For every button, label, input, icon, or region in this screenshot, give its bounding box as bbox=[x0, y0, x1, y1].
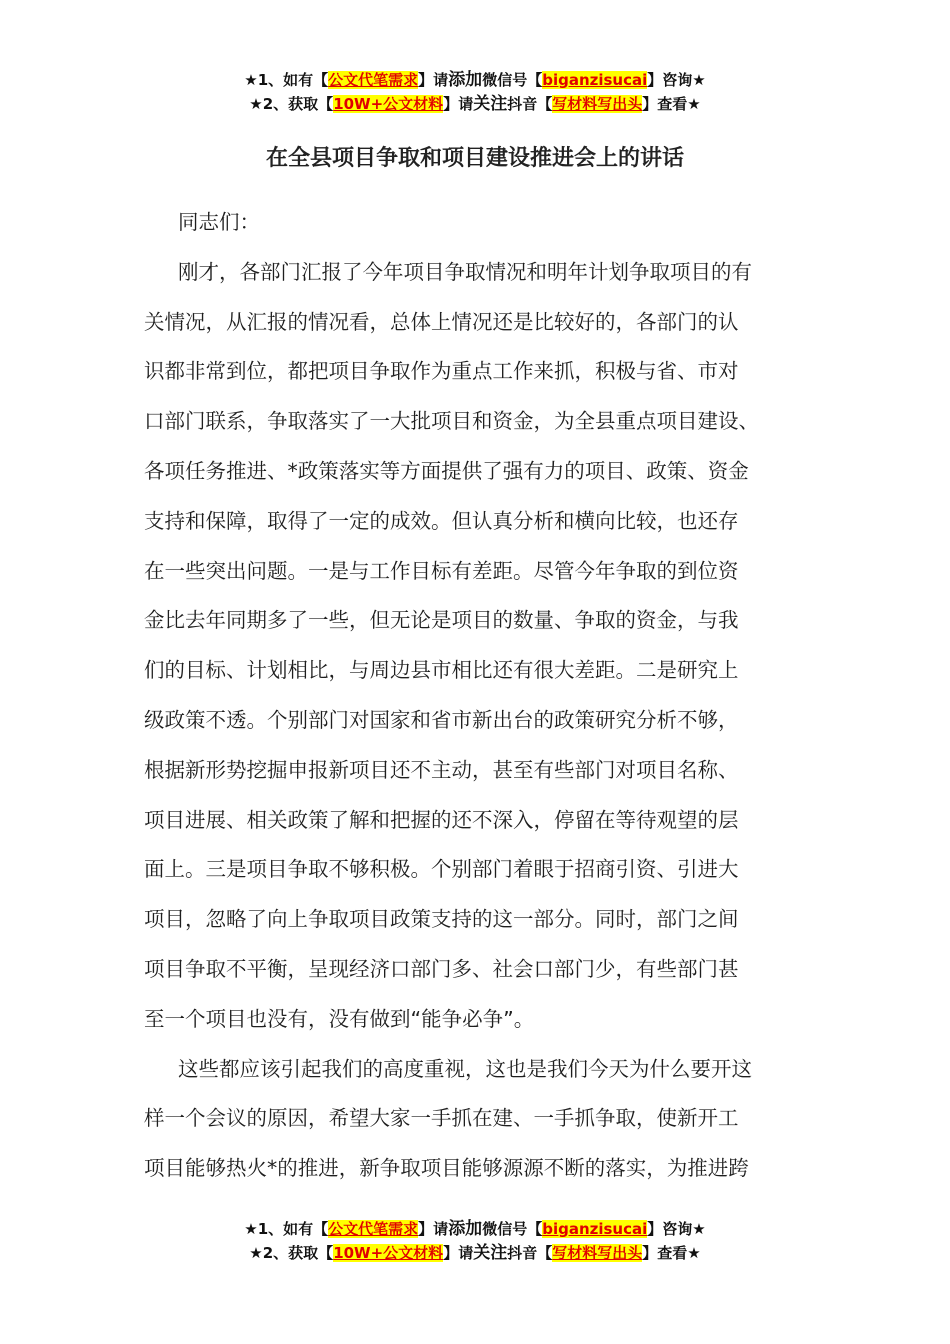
paragraph-2 bbox=[144, 1045, 814, 1194]
header-notice bbox=[0, 68, 950, 116]
notice-text: ★1、如有【 bbox=[244, 1220, 329, 1238]
paragraph-1 bbox=[144, 248, 814, 1045]
paragraph-line: 在一些突出问题。一是与工作目标有差距。尽管今年争取的到位资 bbox=[144, 558, 739, 583]
document-body bbox=[144, 198, 814, 1194]
notice-emphasis: 关注 bbox=[473, 1243, 508, 1263]
paragraph-line: 关情况，从汇报的情况看，总体上情况还是比较好的，各部门的认 bbox=[144, 309, 739, 334]
paragraph-line: 金比去年同期多了一些，但无论是项目的数量、争取的资金，与我 bbox=[144, 608, 739, 633]
notice-highlight-douyin: 写材料写出头 bbox=[552, 95, 643, 113]
notice-highlight: 10W+公文材料 bbox=[333, 95, 444, 113]
paragraph-line: 支持和保障，取得了一定的成效。但认真分析和横向比较，也还存 bbox=[144, 508, 739, 533]
salutation-text: 同志们： bbox=[178, 210, 260, 234]
notice-text: 微信号【 bbox=[482, 71, 543, 89]
notice-highlight: 公文代笔需求 bbox=[328, 1220, 419, 1238]
notice-text: 】请 bbox=[418, 1220, 449, 1238]
notice-text: ★1、如有【 bbox=[244, 71, 329, 89]
paragraph-line: 这些都应该引起我们的高度重视，这也是我们今天为什么要开这 bbox=[178, 1056, 752, 1081]
paragraph-line: 项目，忽略了向上争取项目政策支持的这一部分。同时，部门之间 bbox=[144, 907, 739, 932]
paragraph-line: 项目能够热火*的推进，新争取项目能够源源不断的落实，为推进跨 bbox=[144, 1156, 749, 1181]
footer-notice bbox=[0, 1217, 950, 1265]
notice-text: 】请 bbox=[418, 71, 449, 89]
notice-text: 抖音【 bbox=[507, 95, 553, 113]
notice-text: 】咨询★ bbox=[647, 1220, 706, 1238]
notice-text: 抖音【 bbox=[507, 1244, 553, 1262]
notice-text: 微信号【 bbox=[482, 1220, 543, 1238]
paragraph-line: 面上。三是项目争取不够积极。个别部门着眼于招商引资、引进大 bbox=[144, 857, 739, 882]
notice-emphasis: 添加 bbox=[448, 1219, 483, 1239]
paragraph-line: 们的目标、计划相比，与周边县市相比还有很大差距。二是研究上 bbox=[144, 658, 739, 683]
salutation bbox=[144, 198, 814, 248]
paragraph-line: 口部门联系，争取落实了一大批项目和资金，为全县重点项目建设、 bbox=[144, 409, 759, 434]
notice-text: ★2、获取【 bbox=[249, 95, 334, 113]
notice-highlight-wechat: biganzisucai bbox=[542, 71, 648, 89]
notice-line-2 bbox=[0, 92, 950, 116]
paragraph-line: 根据新形势挖掘申报新项目还不主动，甚至有些部门对项目名称、 bbox=[144, 757, 739, 782]
paragraph-line: 级政策不透。个别部门对国家和省市新出台的政策研究分析不够， bbox=[144, 707, 739, 732]
notice-text: 】查看★ bbox=[642, 1244, 701, 1262]
notice-highlight: 公文代笔需求 bbox=[328, 71, 419, 89]
document-title: 在全县项目争取和项目建设推进会上的讲话 bbox=[265, 146, 684, 171]
notice-line-1 bbox=[0, 68, 950, 92]
paragraph-line: 样一个会议的原因，希望大家一手抓在建、一手抓争取，使新开工 bbox=[144, 1106, 739, 1131]
paragraph-line: 刚才，各部门汇报了今年项目争取情况和明年计划争取项目的有 bbox=[178, 259, 752, 284]
notice-line-2 bbox=[0, 1241, 950, 1265]
notice-emphasis: 关注 bbox=[473, 94, 508, 114]
notice-text: 】查看★ bbox=[642, 95, 701, 113]
paragraph-line: 各项任务推进、*政策落实等方面提供了强有力的项目、政策、资金 bbox=[144, 458, 749, 483]
notice-text: 】请 bbox=[443, 1244, 474, 1262]
notice-text: 】咨询★ bbox=[647, 71, 706, 89]
paragraph-line: 项目进展、相关政策了解和把握的还不深入，停留在等待观望的层 bbox=[144, 807, 739, 832]
notice-emphasis: 添加 bbox=[448, 70, 483, 90]
paragraph-line: 项目争取不平衡，呈现经济口部门多、社会口部门少，有些部门甚 bbox=[144, 956, 739, 981]
notice-highlight-wechat: biganzisucai bbox=[542, 1220, 648, 1238]
notice-text: ★2、获取【 bbox=[249, 1244, 334, 1262]
notice-highlight: 10W+公文材料 bbox=[333, 1244, 444, 1262]
paragraph-line: 至一个项目也没有，没有做到“能争必争”。 bbox=[144, 1006, 535, 1031]
notice-text: 】请 bbox=[443, 95, 474, 113]
notice-line-1 bbox=[0, 1217, 950, 1241]
notice-highlight-douyin: 写材料写出头 bbox=[552, 1244, 643, 1262]
paragraph-line: 识都非常到位，都把项目争取作为重点工作来抓，积极与省、市对 bbox=[144, 359, 739, 384]
